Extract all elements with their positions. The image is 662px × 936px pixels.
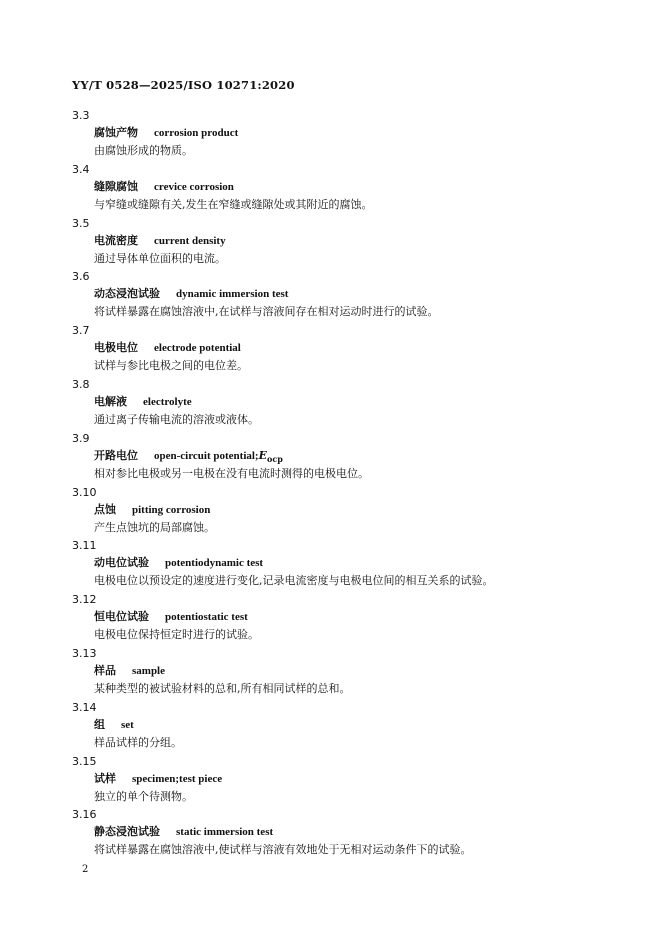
term-definition: 电极电位以预设定的速度进行变化,记录电流密度与电极电位间的相互关系的试验。 (94, 574, 494, 588)
term-definition: 产生点蚀坑的局部腐蚀。 (94, 520, 215, 534)
term-number: 3.16 (72, 808, 97, 822)
term-title (94, 664, 165, 678)
term-number: 3.10 (72, 485, 97, 499)
term-entry (72, 755, 612, 809)
term-definition: 某种类型的被试验材料的总和,所有相同试样的总和。 (94, 681, 351, 695)
term-number: 3.15 (72, 754, 97, 768)
term-zh: 腐蚀产物 (94, 126, 138, 139)
document-header (72, 78, 295, 92)
term-en: potentiodynamic test (165, 557, 264, 570)
term-en: dynamic immersion test (176, 288, 289, 301)
term-title (94, 610, 248, 624)
term-en: current density (154, 234, 226, 247)
term-number: 3.12 (72, 593, 97, 607)
term-title (94, 341, 241, 355)
term-entry (72, 163, 612, 217)
term-entry (72, 217, 612, 271)
term-definition: 通过离子传输电流的溶液或液体。 (94, 412, 259, 426)
term-title (94, 825, 273, 839)
term-number: 3.6 (72, 270, 90, 284)
term-symbol-subscript: ocp (266, 453, 283, 464)
term-entry (72, 808, 612, 862)
term-entry (72, 539, 612, 593)
term-en: open-circuit potential; (154, 449, 259, 462)
term-number: 3.7 (72, 324, 90, 338)
term-number: 3.14 (72, 700, 97, 714)
term-zh: 动态浸泡试验 (94, 287, 160, 301)
term-entry (72, 324, 612, 378)
term-definition: 将试样暴露在腐蚀溶液中,使试样与溶液有效地处于无相对运动条件下的试验。 (94, 843, 472, 857)
term-en: electrolyte (143, 395, 192, 408)
term-zh: 点蚀 (94, 502, 116, 516)
term-en: static immersion test (176, 826, 274, 839)
term-definition: 独立的单个待测物。 (94, 789, 193, 803)
term-entry (72, 647, 612, 701)
term-definition: 由腐蚀形成的物质。 (94, 144, 193, 157)
term-symbol: E (258, 448, 267, 462)
term-en: pitting corrosion (132, 503, 211, 516)
term-title (94, 556, 263, 570)
term-entry (72, 701, 612, 755)
term-definition: 与窄缝或缝隙有关,发生在窄缝或缝隙处或其附近的腐蚀。 (94, 197, 373, 211)
term-en: electrode potential (154, 342, 241, 355)
term-zh: 动电位试验 (94, 556, 149, 570)
term-title (94, 772, 222, 786)
term-entry (72, 109, 612, 163)
term-title (94, 126, 238, 140)
page-number: 2 (82, 864, 89, 875)
term-number: 3.3 (72, 109, 90, 122)
term-definition: 试样与参比电极之间的电位差。 (94, 359, 248, 373)
terms-list (72, 109, 612, 862)
term-zh: 恒电位试验 (94, 610, 149, 624)
term-title (94, 287, 288, 301)
term-zh: 缝隙腐蚀 (94, 179, 138, 193)
standard-number: YY/T 0528—2025/ISO 10271:2020 (72, 78, 295, 92)
term-entry (72, 432, 612, 486)
term-number: 3.8 (72, 377, 90, 391)
term-title (94, 718, 134, 732)
term-title (94, 180, 234, 194)
term-en: potentiostatic test (165, 611, 248, 624)
term-number: 3.13 (72, 646, 97, 660)
term-entry (72, 593, 612, 647)
term-title (94, 503, 210, 517)
term-zh: 试样 (94, 771, 116, 785)
term-definition: 将试样暴露在腐蚀溶液中,在试样与溶液间存在相对运动时进行的试验。 (94, 305, 439, 319)
term-zh: 电流密度 (94, 233, 138, 247)
term-definition: 电极电位保持恒定时进行的试验。 (94, 628, 259, 642)
term-zh: 静态浸泡试验 (94, 825, 160, 839)
term-en: corrosion product (154, 127, 239, 139)
term-entry (72, 378, 612, 432)
term-definition: 通过导体单位面积的电流。 (94, 251, 226, 265)
term-en: crevice corrosion (154, 180, 234, 193)
term-title (94, 449, 283, 466)
term-title (94, 395, 192, 409)
term-en: specimen;test piece (132, 772, 223, 785)
term-zh: 电极电位 (94, 341, 138, 355)
term-entry (72, 270, 612, 324)
term-zh: 开路电位 (94, 448, 138, 462)
term-en: set (121, 718, 134, 731)
term-number: 3.9 (72, 431, 90, 445)
term-number: 3.11 (72, 539, 97, 553)
term-number: 3.4 (72, 162, 90, 176)
term-entry (72, 486, 612, 540)
term-title (94, 234, 226, 248)
term-zh: 电解液 (94, 394, 127, 408)
term-number: 3.5 (72, 216, 90, 230)
term-zh: 组 (94, 717, 105, 731)
term-zh: 样品 (94, 663, 116, 677)
term-definition: 样品试样的分组。 (94, 735, 182, 749)
term-definition: 相对参比电极或另一电极在没有电流时测得的电极电位。 (94, 466, 369, 480)
term-en: sample (132, 664, 165, 677)
